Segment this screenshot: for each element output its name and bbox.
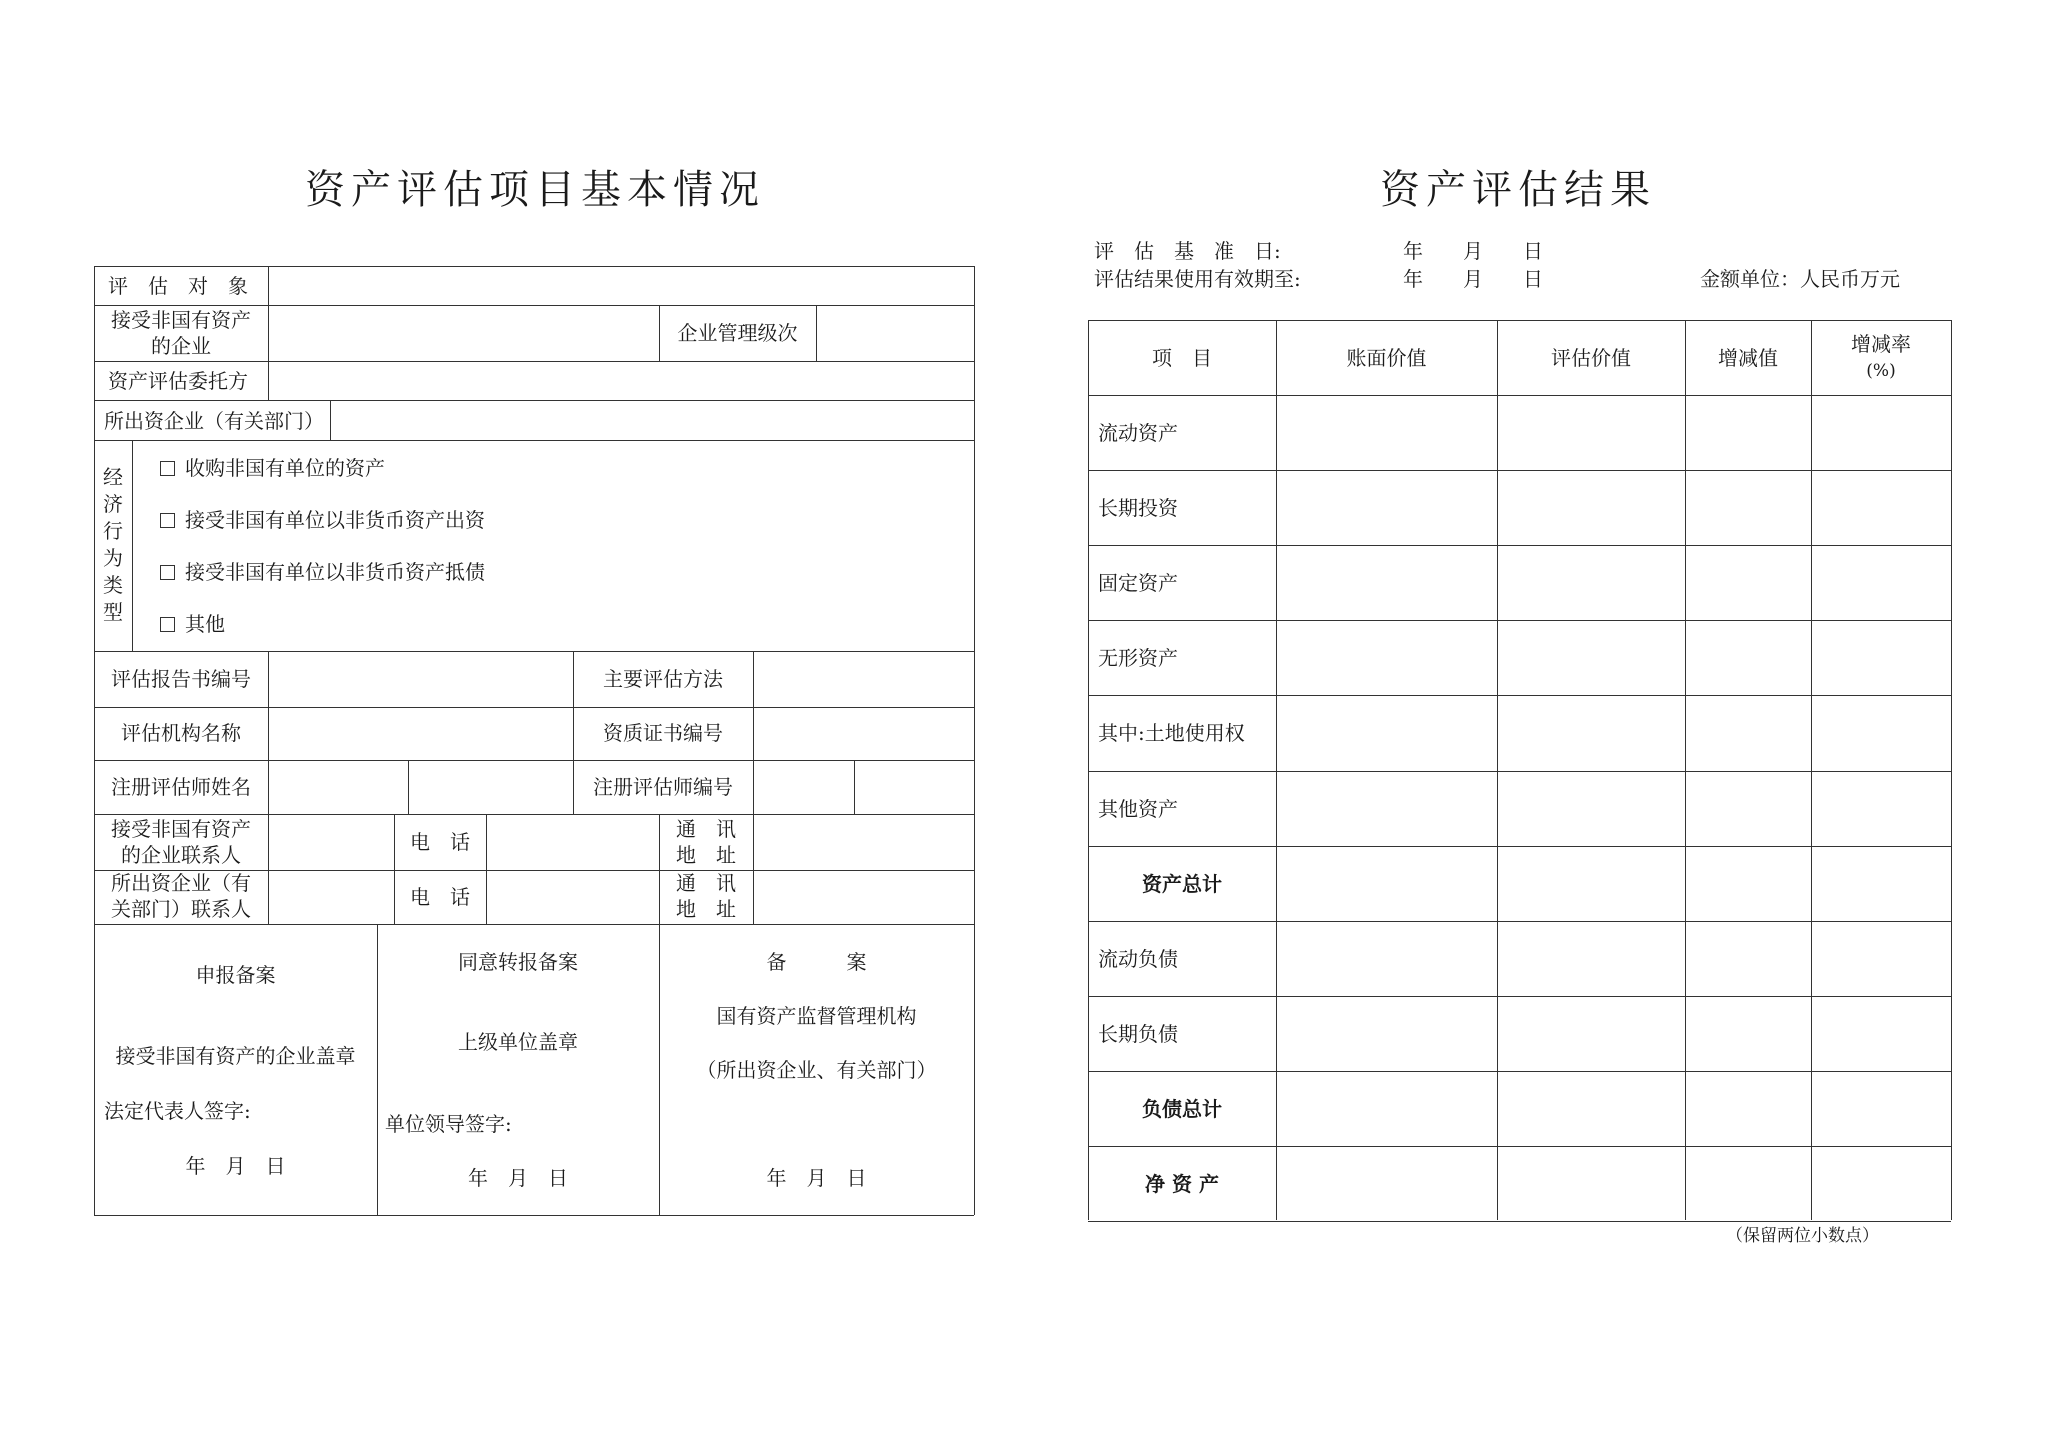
table-row-label: 其他资产 [1098, 796, 1178, 821]
checkbox-icon[interactable] [160, 513, 175, 528]
table-row-label: 流动资产 [1098, 421, 1178, 445]
sign2-stamp: 上级单位盖章 [458, 1030, 578, 1054]
table-row-divider [1088, 846, 1951, 847]
amount-unit: 金额单位：人民币万元 [1700, 267, 1900, 291]
valid-date-label: 评估结果使用有效期至: [1094, 267, 1301, 291]
checkbox-icon[interactable] [160, 617, 175, 632]
sign3-date: 年 月 日 [766, 1166, 867, 1190]
label-receiving-enterprise-2: 的企业 [151, 334, 211, 358]
label-contact1-2: 的企业联系人 [121, 843, 241, 867]
header-book-value: 账面价值 [1346, 346, 1427, 370]
table-row-label: 长期投资 [1098, 496, 1178, 521]
label-agency-name: 评估机构名称 [121, 721, 241, 745]
label-appraiser-name: 注册评估师姓名 [111, 775, 251, 799]
label-contact2-2: 关部门）联系人 [111, 897, 251, 921]
footnote: （保留两位小数点） [1726, 1226, 1879, 1246]
label-investor: 所出资企业（有关部门） [104, 409, 324, 433]
header-assessed-value: 评估价值 [1551, 346, 1631, 370]
econ-option-4[interactable]: 其他 [160, 612, 225, 636]
header-change-rate-unit: (%) [1866, 361, 1896, 381]
checkbox-icon[interactable] [160, 565, 175, 580]
label-report-no: 评估报告书编号 [111, 667, 251, 691]
table-row-divider [1088, 1071, 1951, 1072]
table-row-divider [1088, 620, 1951, 621]
label-entrustor: 资产评估委托方 [108, 369, 248, 393]
label-address-1a: 通 讯 [676, 817, 736, 841]
table-row-label: 负债总计 [1142, 1096, 1222, 1121]
label-contact2-1: 所出资企业（有 [111, 871, 251, 895]
label-address-2a: 通 讯 [676, 871, 736, 895]
label-address-2b: 地 址 [676, 897, 736, 921]
econ-option-1[interactable]: 收购非国有单位的资产 [160, 456, 385, 480]
header-item: 项 目 [1152, 346, 1212, 370]
sign2-date: 年 月 日 [468, 1166, 568, 1190]
label-phone-1: 电 话 [410, 830, 470, 854]
base-date-label: 评 估 基 准 日: [1094, 239, 1281, 263]
table-row-divider [1088, 395, 1951, 396]
sign2-title: 同意转报备案 [458, 950, 578, 974]
sign3-org: 国有资产监督管理机构 [716, 1004, 917, 1028]
table-row-divider [1088, 545, 1951, 546]
valid-date-ymd: 年 月 日 [1403, 267, 1543, 291]
sign3-title: 备 案 [766, 950, 867, 974]
econ-option-2[interactable]: 接受非国有单位以非货币资产出资 [160, 508, 485, 532]
label-mgmt-level: 企业管理级次 [677, 321, 798, 345]
left-title: 资产评估项目基本情况 [305, 167, 765, 213]
label-econ-type: 经 济 行 为 类 型 [103, 465, 123, 624]
checkbox-icon[interactable] [160, 461, 175, 476]
sign3-org-note: （所出资企业、有关部门） [696, 1058, 937, 1082]
right-title: 资产评估结果 [1380, 167, 1656, 213]
table-row-label: 净 资 产 [1145, 1172, 1219, 1196]
table-row-divider [1088, 771, 1951, 772]
table-row-label: 流动负债 [1098, 946, 1178, 971]
table-row-divider [1088, 1146, 1951, 1147]
table-row-divider [1088, 996, 1951, 997]
label-contact1-1: 接受非国有资产 [111, 817, 251, 841]
label-cert-no: 资质证书编号 [603, 721, 723, 745]
table-row-label: 长期负债 [1098, 1021, 1178, 1046]
label-eval-object: 评 估 对 象 [108, 274, 248, 298]
sign2-signer: 单位领导签字: [385, 1112, 512, 1136]
header-change: 增减值 [1718, 346, 1778, 370]
label-main-method: 主要评估方法 [603, 667, 723, 691]
header-change-rate: 增减率 [1851, 332, 1911, 356]
label-appraiser-no: 注册评估师编号 [593, 775, 733, 799]
label-address-1b: 地 址 [676, 843, 736, 867]
base-date-ymd: 年 月 日 [1403, 239, 1543, 263]
label-phone-2: 电 话 [410, 885, 470, 909]
sign1-date: 年 月 日 [185, 1154, 286, 1178]
sign1-stamp: 接受非国有资产的企业盖章 [115, 1044, 356, 1068]
table-row-divider [1088, 921, 1951, 922]
econ-option-3[interactable]: 接受非国有单位以非货币资产抵债 [160, 560, 485, 584]
label-receiving-enterprise-1: 接受非国有资产 [111, 308, 251, 332]
table-row-label: 固定资产 [1098, 571, 1178, 596]
table-row-label: 无形资产 [1098, 646, 1178, 671]
sign1-title: 申报备案 [195, 963, 276, 987]
table-bottom-border [1088, 1221, 1951, 1222]
table-row-label: 资产总计 [1142, 871, 1222, 896]
table-row-divider [1088, 470, 1951, 471]
sign1-signer: 法定代表人签字: [104, 1099, 251, 1123]
table-row-label: 其中:土地使用权 [1098, 721, 1245, 746]
table-row-divider [1088, 695, 1951, 696]
